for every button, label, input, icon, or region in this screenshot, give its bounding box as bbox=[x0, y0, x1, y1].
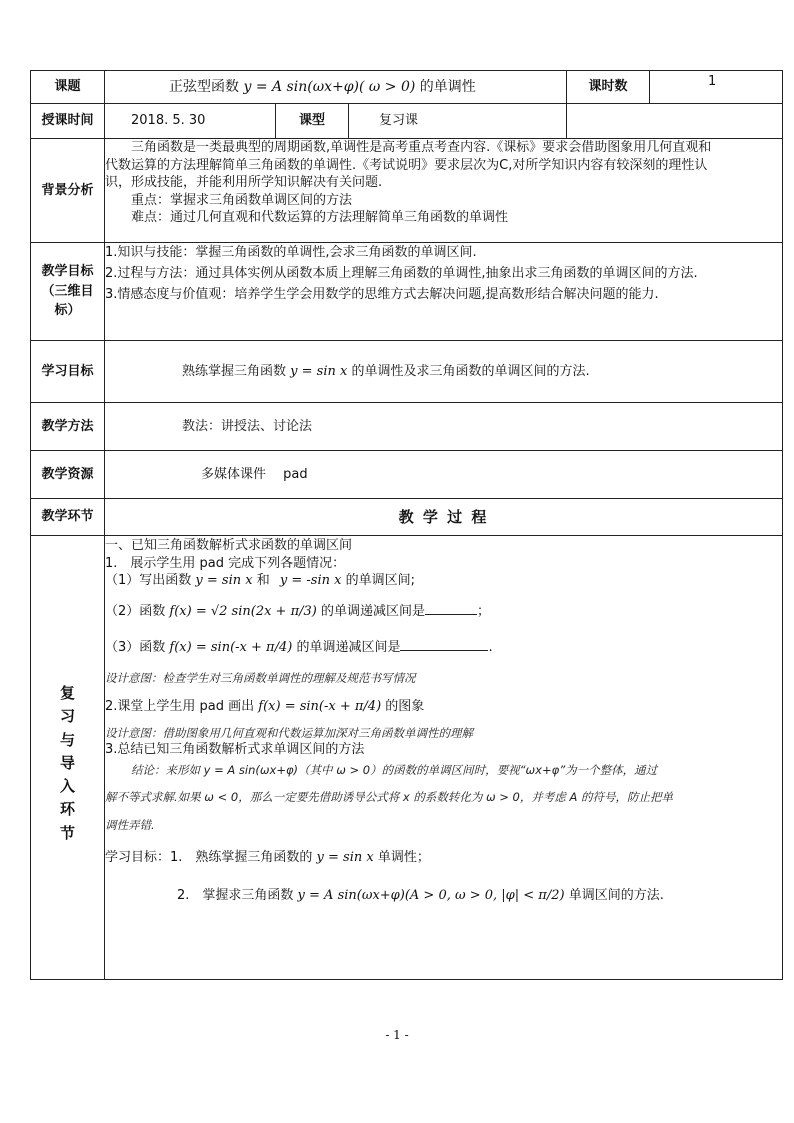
time-value: 2018. 5. 30 bbox=[105, 104, 276, 139]
q1-formula-sin: y = sin x bbox=[195, 573, 253, 589]
goal1-suffix: 单调性； bbox=[377, 850, 430, 866]
objectives-content bbox=[105, 243, 783, 341]
row-learning-goal bbox=[31, 341, 783, 403]
design-intent-2: 设计意图：借助图象用几何直观和代数运算加深对三角函数单调性的理解 bbox=[105, 725, 473, 740]
page-number: - 1 - bbox=[385, 1028, 409, 1042]
review-question-3 bbox=[105, 638, 782, 657]
resources-value: 多媒体课件 pad bbox=[105, 451, 783, 499]
q3-end: . bbox=[488, 640, 493, 656]
objectives-label: 教学目标（三维目标） bbox=[31, 243, 105, 341]
goal1-formula: y = sin x bbox=[316, 850, 374, 866]
background-line: 代数运算的方法理解简单三角函数的单调性.《考试说明》要求层次为C,对所学知识内容有较深刻的理性认 bbox=[105, 157, 708, 173]
objective-item: 3.情感态度与价值观：培养学生学会用数学的思维方式去解决问题,提高数形结合解决问题的能力. bbox=[105, 286, 659, 302]
topic-prefix: 正弦型函数 bbox=[169, 78, 239, 95]
learning-goal-suffix: 的单调性及求三角函数的单调区间的方法. bbox=[351, 363, 590, 379]
review-item-3: 3.总结已知三角函数解析式求单调区间的方法 bbox=[105, 742, 365, 758]
row-topic bbox=[31, 71, 783, 104]
topic-cell bbox=[105, 71, 567, 104]
row-method bbox=[31, 403, 783, 451]
lesson-plan-table bbox=[30, 70, 783, 980]
q2-formula: f(x) = √2 sin(2x + π/3) bbox=[169, 603, 317, 619]
q1-formula-neg-sin: y = -sin x bbox=[279, 573, 342, 589]
process-label: 教学环节 bbox=[31, 499, 105, 536]
q1-mid: 和 bbox=[256, 573, 270, 589]
row-objectives bbox=[31, 243, 783, 341]
row-review bbox=[31, 536, 783, 980]
row-time bbox=[31, 104, 783, 139]
goal2-prefix: 2. 掌握求三角函数 bbox=[177, 887, 294, 903]
review-question-1 bbox=[105, 572, 782, 590]
q2-prefix: （2）函数 bbox=[105, 603, 166, 619]
review-heading: 一、已知三角函数解析式求函数的单调区间 bbox=[105, 538, 353, 553]
background-label: 背景分析 bbox=[31, 139, 105, 243]
row-background bbox=[31, 139, 783, 243]
method-label: 教学方法 bbox=[31, 403, 105, 451]
q1-suffix: 的单调区间; bbox=[345, 573, 415, 589]
q3-suffix: 的单调递减区间是 bbox=[296, 640, 401, 656]
learning-goal-label: 学习目标 bbox=[31, 341, 105, 403]
goal2-formula: y = A sin(ωx+φ)(A > 0, ω > 0, |φ| < π/2) bbox=[297, 887, 565, 903]
goal2-suffix: 单调区间的方法. bbox=[568, 887, 664, 903]
background-content bbox=[105, 139, 783, 243]
time-label: 授课时间 bbox=[31, 104, 105, 139]
conclusion-line-1: 结论：来形如 y = A sin(ωx+φ)（其中 ω > 0）的函数的单调区间时，要视“ωx+φ”为一个整体，通过 bbox=[131, 762, 658, 777]
review-label: 复习与导入环节 bbox=[59, 684, 75, 842]
q1-prefix: （1）写出函数 bbox=[105, 573, 192, 589]
learning-goal-content bbox=[105, 341, 783, 403]
study-goal-2 bbox=[105, 887, 782, 905]
topic-formula: y = A sin(ωx+φ)( ω > 0) bbox=[243, 78, 416, 95]
review-question-2 bbox=[105, 602, 782, 621]
type-value: 复习课 bbox=[349, 104, 567, 139]
hours-label: 课时数 bbox=[567, 71, 650, 104]
review-label-cell bbox=[31, 536, 105, 980]
q2-end: ； bbox=[477, 603, 491, 619]
review-content bbox=[105, 536, 783, 980]
background-line: 识，形成技能，并能利用所学知识解决有关问题. bbox=[105, 175, 383, 191]
review-item-2 bbox=[105, 698, 782, 716]
objective-item: 1.知识与技能：掌握三角函数的单调性,会求三角函数的单调区间. bbox=[105, 245, 477, 260]
q3-prefix: （3）函数 bbox=[105, 640, 166, 656]
key-point: 重点：掌握求三角函数单调区间的方法 bbox=[131, 192, 353, 208]
item2-prefix: 2.课堂上学生用 pad 画出 bbox=[105, 699, 255, 715]
type-label: 课型 bbox=[276, 104, 349, 139]
q2-suffix: 的单调递减区间是 bbox=[321, 603, 426, 619]
conclusion-line-2: 解不等式求解.如果 ω < 0，那么一定要先借助诱导公式将 x 的系数转化为 ω > 0，并考虑 A 的符号，防止把单 bbox=[105, 790, 674, 805]
design-intent-1: 设计意图：检查学生对三角函数单调性的理解及规范书写情况 bbox=[105, 670, 416, 685]
resources-label: 教学资源 bbox=[31, 451, 105, 499]
review-item-1: 1. 展示学生用 pad 完成下列各题情况： bbox=[105, 555, 346, 571]
topic-label: 课题 bbox=[31, 71, 105, 104]
learning-goal-prefix: 熟练掌握三角函数 bbox=[182, 363, 287, 379]
q2-answer-blank[interactable] bbox=[425, 602, 477, 615]
row-process-header bbox=[31, 499, 783, 536]
type-empty-cell bbox=[567, 104, 783, 139]
item2-formula: f(x) = sin(-x + π/4) bbox=[258, 699, 382, 715]
conclusion-line-3: 调性弄错. bbox=[105, 817, 155, 832]
difficult-point: 难点：通过几何直观和代数运算的方法理解简单三角函数的单调性 bbox=[131, 210, 509, 226]
method-value: 教法：讲授法、讨论法 bbox=[105, 403, 783, 451]
topic-suffix: 的单调性 bbox=[419, 78, 476, 95]
goal1-prefix: 学习目标：1. 熟练掌握三角函数的 bbox=[105, 850, 313, 866]
q3-answer-blank[interactable] bbox=[400, 638, 488, 651]
row-resources bbox=[31, 451, 783, 499]
process-title: 教 学 过 程 bbox=[105, 499, 783, 536]
background-line: 三角函数是一类最典型的周期函数,单调性是高考重点考查内容.《课标》要求会借助图象用几何直观和 bbox=[131, 140, 712, 155]
q3-formula: f(x) = sin(-x + π/4) bbox=[169, 640, 293, 656]
learning-goal-formula: y = sin x bbox=[290, 363, 348, 379]
item2-suffix: 的图象 bbox=[385, 699, 425, 715]
objective-item: 2.过程与方法：通过具体实例从函数本质上理解三角函数的单调性,抽象出求三角函数的单调区间的方法. bbox=[105, 265, 698, 281]
study-goal-1 bbox=[105, 849, 782, 867]
hours-value: 1 bbox=[650, 71, 783, 104]
